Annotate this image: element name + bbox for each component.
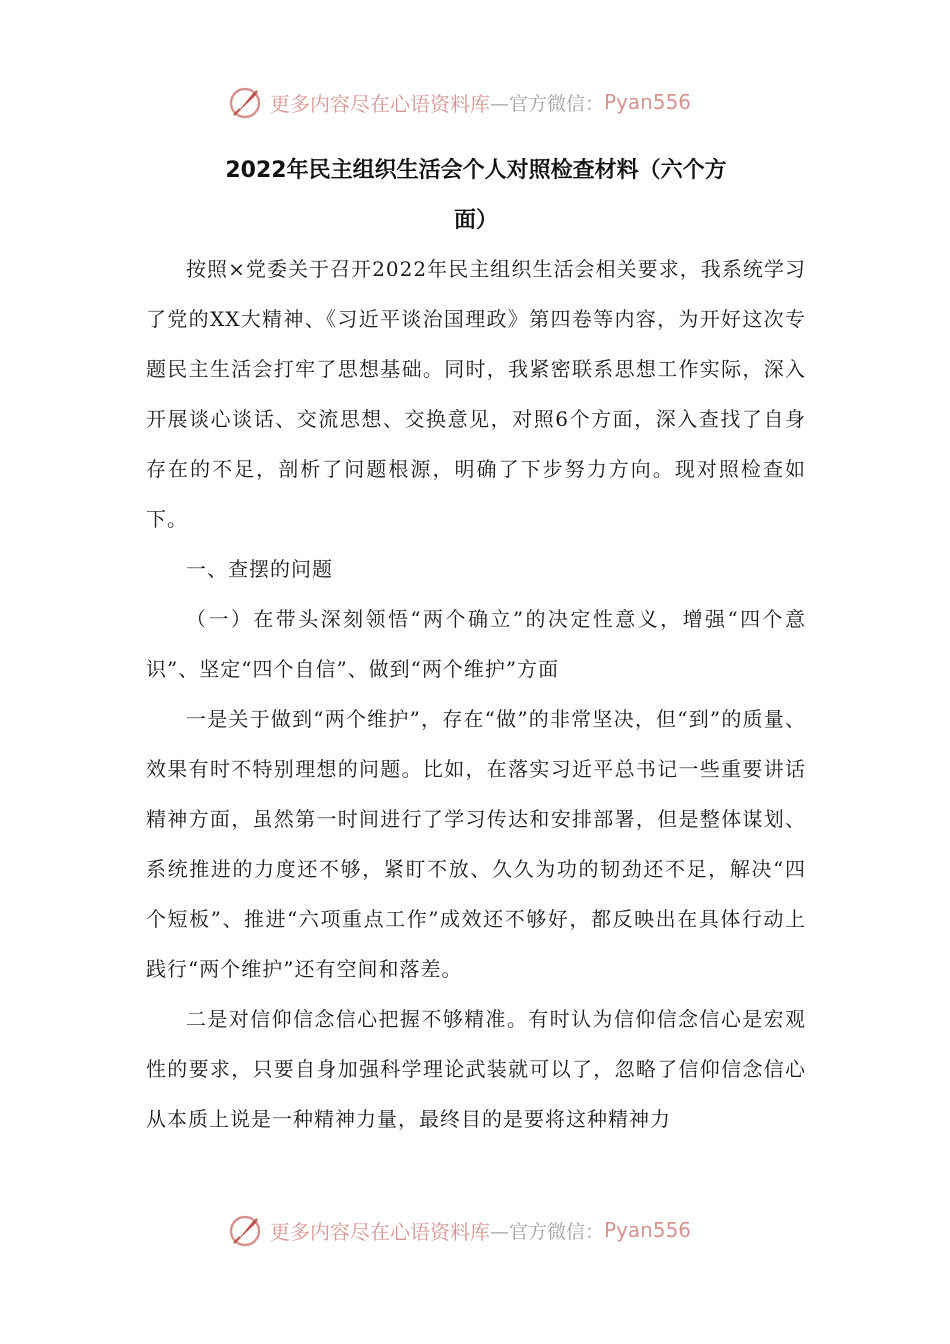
quill-logo-icon — [228, 84, 264, 120]
watermark-main-text: 更多内容尽在心语资料库 — [270, 1219, 490, 1244]
watermark-dash-text: —官方微信： — [490, 92, 605, 115]
document-title-line2: 面） — [453, 208, 498, 233]
section-heading: 一、查摆的问题 — [186, 557, 333, 581]
quill-logo-icon — [228, 1212, 264, 1248]
watermark-main-text: 更多内容尽在心语资料库 — [270, 91, 490, 116]
subsection-heading: （一）在带头深刻领悟“两个确立”的决定性意义，增强“四个意识”、坚定“四个自信”、做到“两个维护”方面 — [146, 607, 806, 681]
document-body — [146, 244, 806, 1144]
watermark-banner-bottom — [228, 1212, 748, 1248]
watermark-banner-top — [228, 84, 748, 120]
watermark-id-text: Pyan556 — [604, 90, 692, 114]
paragraph-point-2: 二是对信仰信念信心把握不够精准。有时认为信仰信念信心是宏观性的要求，只要自身加强科学理论武装就可以了，忽略了信仰信念信心从本质上说是一种精神力量，最终目的是要将这种精神力 — [146, 1007, 806, 1131]
document-title-line1: 2022年民主组织生活会个人对照检查材料（六个方 — [225, 158, 727, 183]
watermark-id-text: Pyan556 — [604, 1218, 692, 1242]
watermark-dash-text: —官方微信： — [490, 1220, 605, 1243]
paragraph-point-1: 一是关于做到“两个维护”，存在“做”的非常坚决，但“到”的质量、效果有时不特别理想的问题。比如，在落实习近平总书记一些重要讲话精神方面，虽然第一时间进行了学习传达和安排部署，但是整体谋划、系统推进的力度还不够，紧盯不放、久久为功的韧劲还不足，解决“四个短板”、推进“六项重点工作”成效还不够好，都反映出在具体行动上践行“两个维护”还有空间和落差。 — [146, 707, 806, 981]
paragraph-intro: 按照×党委关于召开2022年民主组织生活会相关要求，我系统学习了党的XX大精神、《习近平谈治国理政》第四卷等内容，为开好这次专题民主生活会打牢了思想基础。同时，我紧密联系思想工作实际，深入开展谈心谈话、交流思想、交换意见，对照6个方面，深入查找了自身存在的不足，剖析了问题根源，明确了下步努力方向。现对照检查如下。 — [146, 257, 806, 531]
